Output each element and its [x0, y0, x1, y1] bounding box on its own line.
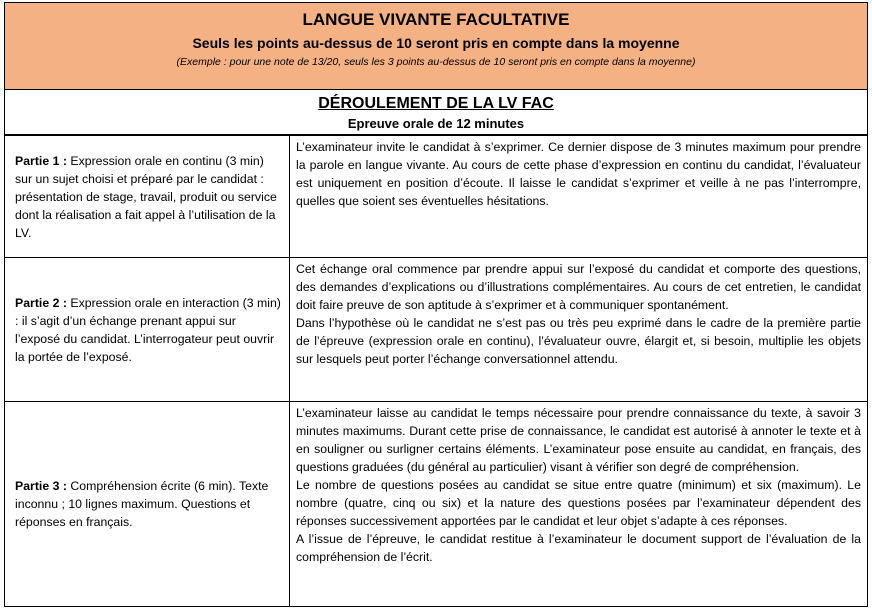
part-2-paragraph: Cet échange oral commence par prendre appui sur l’exposé du candidat et comporte des questions, des demandes d’explications ou d’illustrations complémentaires. Au cours de cet entretien, le candidat doit faire preuve de son aptitude à s’exprimer et à communiquer spontanément.: [296, 262, 861, 312]
header-banner: [4, 2, 868, 90]
part-3-paragraph: A l’issue de l’épreuve, le candidat restitue à l’examinateur le document support de l’évaluation de la compréhension de l’écrit.: [296, 532, 861, 564]
table-row: [5, 402, 868, 607]
document-table: [4, 2, 868, 607]
part-2-cell: [5, 258, 290, 402]
part-3-details: [290, 402, 868, 607]
part-3-cell: [5, 402, 290, 607]
page-subtitle: Seuls les points au-dessus de 10 seront pris en compte dans la moyenne: [192, 35, 680, 51]
section-title: DÉROULEMENT DE LA LV FAC: [318, 95, 554, 112]
part-1-details: [290, 136, 868, 258]
parts-table: [4, 135, 868, 607]
part-1-label: Partie 1 :: [15, 153, 67, 168]
table-row: [5, 136, 868, 258]
part-2-label: Partie 2 :: [15, 295, 67, 310]
part-3-description: Compréhension écrite (6 min). Texte inconnu ; 10 lignes maximum. Questions et réponses en français.: [15, 479, 269, 529]
page-note: (Exemple : pour une note de 13/20, seuls les 3 points au-dessus de 10 seront pris en compte dans la moyenne): [176, 56, 696, 68]
page-title: LANGUE VIVANTE FACULTATIVE: [302, 10, 570, 29]
part-1-paragraph: L’examinateur invite le candidat à s’exprimer. Ce dernier dispose de 3 minutes maximum pour prendre la parole en langue vivante. Au cours de cette phase d’expression en continu du candidat, l’évaluateur est uniquement en position d’écoute. Il laisse le candidat s’exprimer et veille à ne pas l’interrompre, quelles que soient ses éventuelles hésitations.: [296, 140, 861, 208]
section-subtitle: Epreuve orale de 12 minutes: [347, 116, 525, 131]
table-row: [5, 258, 868, 402]
part-2-details: [290, 258, 868, 402]
part-2-paragraph: Dans l’hypothèse où le candidat ne s’est pas ou très peu exprimé dans le cadre de la première partie de l’épreuve (expression orale en continu), l’évaluateur ouvre, élargit et, si besoin, multiplie les objets sur lesquels peut porter l’échange conversationnel attendu.: [296, 316, 861, 366]
part-3-paragraph: L’examinateur laisse au candidat le temps nécessaire pour prendre connaissance du texte, à savoir 3 minutes maximums. Durant cette prise de connaissance, le candidat est autorisé à annoter le texte et à en souligner ou surligner certains éléments. L’examinateur pose ensuite au candidat, en français, des questions graduées (du général au particulier) visant à vérifier son degré de compréhension.: [296, 406, 861, 474]
part-1-cell: [5, 136, 290, 258]
part-3-label: Partie 3 :: [15, 479, 67, 493]
part-2-description: Expression orale en interaction (3 min) : il s’agit d’un échange prenant appui sur l’exposé du candidat. L’interrogateur peut ouvrir la portée de l’exposé.: [15, 295, 281, 364]
part-3-paragraph: Le nombre de questions posées au candidat se situe entre quatre (minimum) et six (maximum). Le nombre (quatre, cinq ou six) et la nature des questions posées par l’examinateur dépendent des réponses successivement apportées par le candidat et leur objet s’adapte à ces réponses.: [296, 478, 861, 528]
part-1-description: Expression orale en continu (3 min) sur un sujet choisi et préparé par le candidat : présentation de stage, travail, produit ou service dont la réalisation a fait appel à l’utilisation de la LV.: [15, 153, 277, 240]
section-header: [4, 90, 868, 135]
